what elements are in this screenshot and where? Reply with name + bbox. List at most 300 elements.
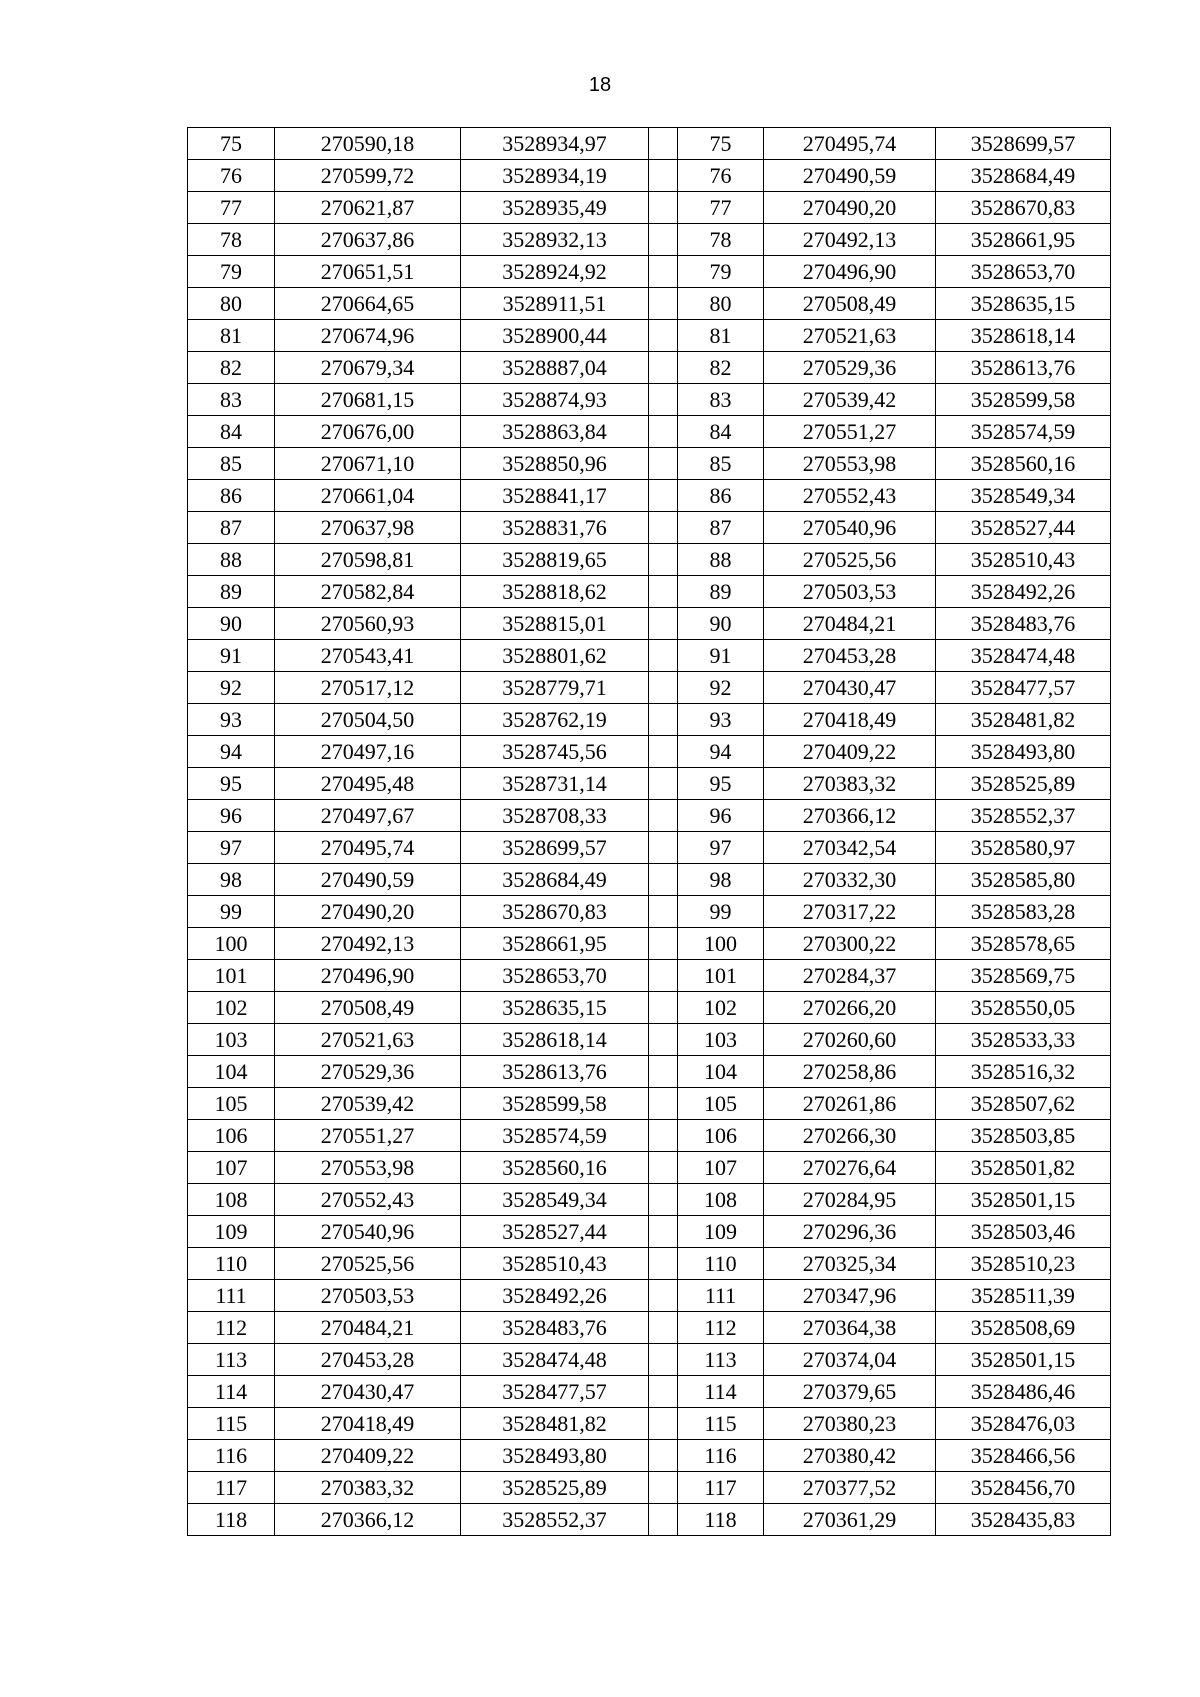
right-point-number-cell: 76: [678, 160, 764, 192]
right-coord-y-cell: 3528635,15: [936, 288, 1111, 320]
left-coord-x-cell: 270582,84: [275, 576, 461, 608]
spacer-cell: [649, 608, 678, 640]
left-coord-x-cell: 270503,53: [275, 1280, 461, 1312]
left-coord-y-cell: 3528818,62: [461, 576, 649, 608]
right-coord-x-cell: 270325,34: [764, 1248, 936, 1280]
right-coord-y-cell: 3528653,70: [936, 256, 1111, 288]
left-coord-y-cell: 3528635,15: [461, 992, 649, 1024]
table-row: [188, 608, 1111, 640]
right-coord-y-cell: 3528578,65: [936, 928, 1111, 960]
left-coord-y-cell: 3528932,13: [461, 224, 649, 256]
right-point-number-cell: 104: [678, 1056, 764, 1088]
right-point-number-cell: 118: [678, 1504, 764, 1536]
left-point-number-cell: 117: [188, 1472, 275, 1504]
left-point-number-cell: 82: [188, 352, 275, 384]
spacer-cell: [649, 832, 678, 864]
right-coord-y-cell: 3528574,59: [936, 416, 1111, 448]
right-coord-y-cell: 3528503,46: [936, 1216, 1111, 1248]
right-point-number-cell: 82: [678, 352, 764, 384]
right-point-number-cell: 110: [678, 1248, 764, 1280]
right-coord-x-cell: 270529,36: [764, 352, 936, 384]
right-coord-y-cell: 3528510,23: [936, 1248, 1111, 1280]
right-point-number-cell: 106: [678, 1120, 764, 1152]
left-coord-x-cell: 270551,27: [275, 1120, 461, 1152]
spacer-cell: [649, 1376, 678, 1408]
spacer-cell: [649, 320, 678, 352]
right-coord-x-cell: 270490,20: [764, 192, 936, 224]
left-coord-x-cell: 270490,20: [275, 896, 461, 928]
left-coord-y-cell: 3528653,70: [461, 960, 649, 992]
left-point-number-cell: 92: [188, 672, 275, 704]
spacer-cell: [649, 352, 678, 384]
right-point-number-cell: 98: [678, 864, 764, 896]
left-coord-y-cell: 3528493,80: [461, 1440, 649, 1472]
left-coord-y-cell: 3528887,04: [461, 352, 649, 384]
right-point-number-cell: 99: [678, 896, 764, 928]
left-coord-y-cell: 3528525,89: [461, 1472, 649, 1504]
left-coord-x-cell: 270590,18: [275, 128, 461, 160]
right-coord-x-cell: 270525,56: [764, 544, 936, 576]
left-point-number-cell: 86: [188, 480, 275, 512]
right-coord-y-cell: 3528493,80: [936, 736, 1111, 768]
left-point-number-cell: 99: [188, 896, 275, 928]
left-coord-y-cell: 3528684,49: [461, 864, 649, 896]
table-row: [188, 1248, 1111, 1280]
left-coord-x-cell: 270430,47: [275, 1376, 461, 1408]
table-row: [188, 1312, 1111, 1344]
left-coord-x-cell: 270366,12: [275, 1504, 461, 1536]
left-coord-x-cell: 270679,34: [275, 352, 461, 384]
spacer-cell: [649, 544, 678, 576]
right-coord-x-cell: 270503,53: [764, 576, 936, 608]
right-coord-y-cell: 3528618,14: [936, 320, 1111, 352]
spacer-cell: [649, 576, 678, 608]
left-point-number-cell: 116: [188, 1440, 275, 1472]
left-coord-y-cell: 3528474,48: [461, 1344, 649, 1376]
table-row: [188, 1120, 1111, 1152]
spacer-cell: [649, 224, 678, 256]
left-point-number-cell: 100: [188, 928, 275, 960]
left-coord-x-cell: 270661,04: [275, 480, 461, 512]
right-coord-y-cell: 3528503,85: [936, 1120, 1111, 1152]
right-coord-y-cell: 3528583,28: [936, 896, 1111, 928]
spacer-cell: [649, 288, 678, 320]
right-coord-y-cell: 3528533,33: [936, 1024, 1111, 1056]
left-coord-x-cell: 270598,81: [275, 544, 461, 576]
right-coord-x-cell: 270551,27: [764, 416, 936, 448]
spacer-cell: [649, 160, 678, 192]
left-point-number-cell: 88: [188, 544, 275, 576]
left-coord-y-cell: 3528574,59: [461, 1120, 649, 1152]
spacer-cell: [649, 800, 678, 832]
left-coord-y-cell: 3528699,57: [461, 832, 649, 864]
table-row: [188, 672, 1111, 704]
right-coord-y-cell: 3528684,49: [936, 160, 1111, 192]
right-coord-x-cell: 270418,49: [764, 704, 936, 736]
table-row: [188, 320, 1111, 352]
right-point-number-cell: 90: [678, 608, 764, 640]
table-row: [188, 992, 1111, 1024]
left-coord-y-cell: 3528841,17: [461, 480, 649, 512]
left-coord-y-cell: 3528934,97: [461, 128, 649, 160]
right-coord-y-cell: 3528510,43: [936, 544, 1111, 576]
right-coord-y-cell: 3528476,03: [936, 1408, 1111, 1440]
right-coord-x-cell: 270553,98: [764, 448, 936, 480]
right-coord-y-cell: 3528516,32: [936, 1056, 1111, 1088]
right-coord-y-cell: 3528527,44: [936, 512, 1111, 544]
table-row: [188, 1440, 1111, 1472]
table-row: [188, 960, 1111, 992]
table-row: [188, 1088, 1111, 1120]
right-coord-x-cell: 270364,38: [764, 1312, 936, 1344]
right-point-number-cell: 114: [678, 1376, 764, 1408]
right-point-number-cell: 113: [678, 1344, 764, 1376]
right-coord-y-cell: 3528435,83: [936, 1504, 1111, 1536]
right-coord-y-cell: 3528569,75: [936, 960, 1111, 992]
right-point-number-cell: 116: [678, 1440, 764, 1472]
left-coord-x-cell: 270529,36: [275, 1056, 461, 1088]
right-coord-y-cell: 3528613,76: [936, 352, 1111, 384]
left-coord-x-cell: 270525,56: [275, 1248, 461, 1280]
left-point-number-cell: 76: [188, 160, 275, 192]
left-point-number-cell: 83: [188, 384, 275, 416]
left-coord-x-cell: 270599,72: [275, 160, 461, 192]
left-coord-y-cell: 3528492,26: [461, 1280, 649, 1312]
table-row: [188, 928, 1111, 960]
left-coord-y-cell: 3528801,62: [461, 640, 649, 672]
left-point-number-cell: 91: [188, 640, 275, 672]
right-coord-x-cell: 270496,90: [764, 256, 936, 288]
spacer-cell: [649, 1152, 678, 1184]
spacer-cell: [649, 1216, 678, 1248]
right-coord-x-cell: 270260,60: [764, 1024, 936, 1056]
left-point-number-cell: 114: [188, 1376, 275, 1408]
right-coord-y-cell: 3528486,46: [936, 1376, 1111, 1408]
right-point-number-cell: 100: [678, 928, 764, 960]
table-row: [188, 1184, 1111, 1216]
right-coord-y-cell: 3528585,80: [936, 864, 1111, 896]
left-coord-y-cell: 3528481,82: [461, 1408, 649, 1440]
left-coord-y-cell: 3528510,43: [461, 1248, 649, 1280]
right-coord-y-cell: 3528699,57: [936, 128, 1111, 160]
right-point-number-cell: 87: [678, 512, 764, 544]
left-coord-x-cell: 270560,93: [275, 608, 461, 640]
left-point-number-cell: 90: [188, 608, 275, 640]
left-coord-y-cell: 3528935,49: [461, 192, 649, 224]
table-row: [188, 544, 1111, 576]
left-coord-y-cell: 3528708,33: [461, 800, 649, 832]
left-coord-y-cell: 3528549,34: [461, 1184, 649, 1216]
left-coord-x-cell: 270495,74: [275, 832, 461, 864]
right-point-number-cell: 83: [678, 384, 764, 416]
left-coord-y-cell: 3528911,51: [461, 288, 649, 320]
table-row: [188, 224, 1111, 256]
table-row: [188, 384, 1111, 416]
right-coord-x-cell: 270258,86: [764, 1056, 936, 1088]
left-coord-y-cell: 3528850,96: [461, 448, 649, 480]
left-coord-x-cell: 270674,96: [275, 320, 461, 352]
left-coord-y-cell: 3528779,71: [461, 672, 649, 704]
right-coord-x-cell: 270374,04: [764, 1344, 936, 1376]
left-point-number-cell: 107: [188, 1152, 275, 1184]
spacer-cell: [649, 672, 678, 704]
spacer-cell: [649, 1184, 678, 1216]
right-coord-x-cell: 270490,59: [764, 160, 936, 192]
right-coord-x-cell: 270379,65: [764, 1376, 936, 1408]
right-point-number-cell: 95: [678, 768, 764, 800]
right-point-number-cell: 97: [678, 832, 764, 864]
left-coord-x-cell: 270492,13: [275, 928, 461, 960]
right-coord-x-cell: 270430,47: [764, 672, 936, 704]
table-row: [188, 160, 1111, 192]
spacer-cell: [649, 864, 678, 896]
table-row: [188, 256, 1111, 288]
table-row: [188, 1504, 1111, 1536]
right-point-number-cell: 108: [678, 1184, 764, 1216]
left-coord-x-cell: 270484,21: [275, 1312, 461, 1344]
left-point-number-cell: 112: [188, 1312, 275, 1344]
right-coord-y-cell: 3528670,83: [936, 192, 1111, 224]
left-coord-y-cell: 3528745,56: [461, 736, 649, 768]
right-coord-x-cell: 270300,22: [764, 928, 936, 960]
left-coord-x-cell: 270552,43: [275, 1184, 461, 1216]
left-coord-x-cell: 270664,65: [275, 288, 461, 320]
right-point-number-cell: 92: [678, 672, 764, 704]
left-point-number-cell: 84: [188, 416, 275, 448]
left-point-number-cell: 118: [188, 1504, 275, 1536]
right-coord-y-cell: 3528599,58: [936, 384, 1111, 416]
spacer-cell: [649, 1344, 678, 1376]
table-row: [188, 416, 1111, 448]
spacer-cell: [649, 928, 678, 960]
right-coord-x-cell: 270361,29: [764, 1504, 936, 1536]
left-coord-x-cell: 270671,10: [275, 448, 461, 480]
left-coord-x-cell: 270540,96: [275, 1216, 461, 1248]
right-point-number-cell: 103: [678, 1024, 764, 1056]
left-coord-y-cell: 3528527,44: [461, 1216, 649, 1248]
right-coord-x-cell: 270266,30: [764, 1120, 936, 1152]
right-point-number-cell: 102: [678, 992, 764, 1024]
right-coord-x-cell: 270332,30: [764, 864, 936, 896]
right-coord-y-cell: 3528550,05: [936, 992, 1111, 1024]
left-coord-y-cell: 3528924,92: [461, 256, 649, 288]
left-coord-y-cell: 3528831,76: [461, 512, 649, 544]
right-coord-x-cell: 270492,13: [764, 224, 936, 256]
table-row: [188, 1376, 1111, 1408]
left-coord-y-cell: 3528661,95: [461, 928, 649, 960]
left-coord-x-cell: 270681,15: [275, 384, 461, 416]
table-row: [188, 192, 1111, 224]
left-coord-x-cell: 270651,51: [275, 256, 461, 288]
spacer-cell: [649, 896, 678, 928]
left-coord-y-cell: 3528762,19: [461, 704, 649, 736]
spacer-cell: [649, 992, 678, 1024]
left-point-number-cell: 97: [188, 832, 275, 864]
left-point-number-cell: 79: [188, 256, 275, 288]
table-row: [188, 640, 1111, 672]
left-point-number-cell: 109: [188, 1216, 275, 1248]
left-coord-y-cell: 3528731,14: [461, 768, 649, 800]
left-point-number-cell: 110: [188, 1248, 275, 1280]
spacer-cell: [649, 128, 678, 160]
right-coord-y-cell: 3528492,26: [936, 576, 1111, 608]
table-row: [188, 1056, 1111, 1088]
right-coord-x-cell: 270453,28: [764, 640, 936, 672]
right-coord-y-cell: 3528466,56: [936, 1440, 1111, 1472]
spacer-cell: [649, 1248, 678, 1280]
spacer-cell: [649, 1440, 678, 1472]
right-point-number-cell: 79: [678, 256, 764, 288]
table-row: [188, 704, 1111, 736]
spacer-cell: [649, 1504, 678, 1536]
table-row: [188, 800, 1111, 832]
left-coord-y-cell: 3528900,44: [461, 320, 649, 352]
left-coord-y-cell: 3528934,19: [461, 160, 649, 192]
left-point-number-cell: 103: [188, 1024, 275, 1056]
left-point-number-cell: 102: [188, 992, 275, 1024]
right-coord-x-cell: 270540,96: [764, 512, 936, 544]
left-coord-y-cell: 3528670,83: [461, 896, 649, 928]
table-row: [188, 864, 1111, 896]
right-coord-y-cell: 3528474,48: [936, 640, 1111, 672]
spacer-cell: [649, 256, 678, 288]
table-row: [188, 448, 1111, 480]
left-point-number-cell: 96: [188, 800, 275, 832]
left-coord-x-cell: 270504,50: [275, 704, 461, 736]
right-point-number-cell: 101: [678, 960, 764, 992]
left-point-number-cell: 87: [188, 512, 275, 544]
right-coord-y-cell: 3528481,82: [936, 704, 1111, 736]
right-coord-x-cell: 270261,86: [764, 1088, 936, 1120]
left-coord-x-cell: 270539,42: [275, 1088, 461, 1120]
right-point-number-cell: 115: [678, 1408, 764, 1440]
right-coord-x-cell: 270347,96: [764, 1280, 936, 1312]
left-point-number-cell: 89: [188, 576, 275, 608]
right-coord-y-cell: 3528501,15: [936, 1184, 1111, 1216]
right-coord-y-cell: 3528525,89: [936, 768, 1111, 800]
right-point-number-cell: 89: [678, 576, 764, 608]
table-row: [188, 576, 1111, 608]
table-row: [188, 352, 1111, 384]
left-coord-x-cell: 270543,41: [275, 640, 461, 672]
right-point-number-cell: 85: [678, 448, 764, 480]
left-point-number-cell: 94: [188, 736, 275, 768]
right-coord-x-cell: 270484,21: [764, 608, 936, 640]
table-row: [188, 512, 1111, 544]
left-coord-x-cell: 270409,22: [275, 1440, 461, 1472]
table-row: [188, 832, 1111, 864]
left-point-number-cell: 111: [188, 1280, 275, 1312]
right-coord-x-cell: 270552,43: [764, 480, 936, 512]
left-coord-x-cell: 270418,49: [275, 1408, 461, 1440]
left-coord-y-cell: 3528613,76: [461, 1056, 649, 1088]
left-point-number-cell: 78: [188, 224, 275, 256]
left-point-number-cell: 105: [188, 1088, 275, 1120]
right-coord-y-cell: 3528501,82: [936, 1152, 1111, 1184]
left-point-number-cell: 115: [188, 1408, 275, 1440]
left-coord-y-cell: 3528819,65: [461, 544, 649, 576]
right-point-number-cell: 81: [678, 320, 764, 352]
table-row: [188, 736, 1111, 768]
table-row: [188, 480, 1111, 512]
right-point-number-cell: 111: [678, 1280, 764, 1312]
left-coord-y-cell: 3528618,14: [461, 1024, 649, 1056]
left-point-number-cell: 80: [188, 288, 275, 320]
right-point-number-cell: 96: [678, 800, 764, 832]
coordinates-table-body: [188, 128, 1111, 1536]
left-point-number-cell: 98: [188, 864, 275, 896]
spacer-cell: [649, 1280, 678, 1312]
left-coord-y-cell: 3528599,58: [461, 1088, 649, 1120]
spacer-cell: [649, 1056, 678, 1088]
right-point-number-cell: 112: [678, 1312, 764, 1344]
left-point-number-cell: 95: [188, 768, 275, 800]
left-coord-x-cell: 270497,16: [275, 736, 461, 768]
right-coord-x-cell: 270342,54: [764, 832, 936, 864]
right-coord-y-cell: 3528483,76: [936, 608, 1111, 640]
right-coord-y-cell: 3528552,37: [936, 800, 1111, 832]
right-coord-y-cell: 3528549,34: [936, 480, 1111, 512]
spacer-cell: [649, 448, 678, 480]
spacer-cell: [649, 704, 678, 736]
right-coord-x-cell: 270539,42: [764, 384, 936, 416]
right-coord-y-cell: 3528508,69: [936, 1312, 1111, 1344]
right-coord-x-cell: 270380,42: [764, 1440, 936, 1472]
right-coord-x-cell: 270409,22: [764, 736, 936, 768]
left-coord-y-cell: 3528483,76: [461, 1312, 649, 1344]
right-coord-x-cell: 270317,22: [764, 896, 936, 928]
left-coord-x-cell: 270521,63: [275, 1024, 461, 1056]
right-coord-x-cell: 270383,32: [764, 768, 936, 800]
spacer-cell: [649, 1024, 678, 1056]
spacer-cell: [649, 1088, 678, 1120]
right-coord-x-cell: 270508,49: [764, 288, 936, 320]
left-coord-x-cell: 270676,00: [275, 416, 461, 448]
left-point-number-cell: 77: [188, 192, 275, 224]
table-row: [188, 1152, 1111, 1184]
spacer-cell: [649, 960, 678, 992]
table-row: [188, 1216, 1111, 1248]
left-coord-x-cell: 270490,59: [275, 864, 461, 896]
right-point-number-cell: 84: [678, 416, 764, 448]
left-point-number-cell: 108: [188, 1184, 275, 1216]
table-row: [188, 128, 1111, 160]
table-row: [188, 1472, 1111, 1504]
page-number: 18: [588, 74, 612, 96]
table-row: [188, 1024, 1111, 1056]
left-coord-x-cell: 270517,12: [275, 672, 461, 704]
left-coord-x-cell: 270453,28: [275, 1344, 461, 1376]
right-coord-y-cell: 3528580,97: [936, 832, 1111, 864]
left-coord-x-cell: 270383,32: [275, 1472, 461, 1504]
right-coord-x-cell: 270380,23: [764, 1408, 936, 1440]
table-row: [188, 896, 1111, 928]
table-row: [188, 1344, 1111, 1376]
table-row: [188, 1408, 1111, 1440]
right-point-number-cell: 109: [678, 1216, 764, 1248]
left-point-number-cell: 81: [188, 320, 275, 352]
left-coord-y-cell: 3528477,57: [461, 1376, 649, 1408]
left-coord-y-cell: 3528863,84: [461, 416, 649, 448]
right-coord-x-cell: 270284,95: [764, 1184, 936, 1216]
table-row: [188, 288, 1111, 320]
left-point-number-cell: 93: [188, 704, 275, 736]
spacer-cell: [649, 640, 678, 672]
left-coord-y-cell: 3528560,16: [461, 1152, 649, 1184]
left-coord-x-cell: 270621,87: [275, 192, 461, 224]
left-coord-x-cell: 270496,90: [275, 960, 461, 992]
left-coord-x-cell: 270637,98: [275, 512, 461, 544]
